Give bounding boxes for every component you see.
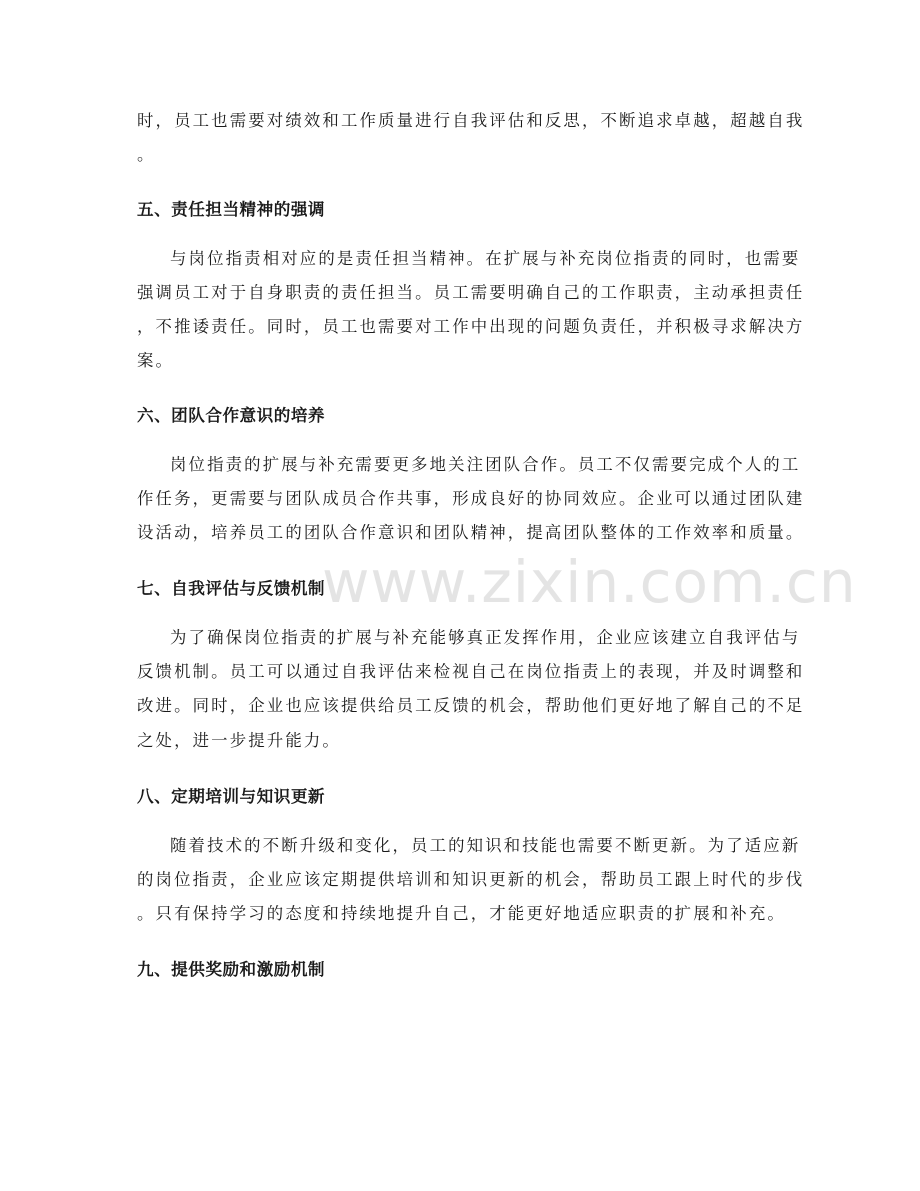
section-8-line-1: 随着技术的不断升级和变化，员工的知识和技能也需要不断更新。为了适应新 — [170, 836, 801, 855]
section-heading-9: 九、提供奖励和激励机制 — [137, 960, 326, 979]
section-7-line-1: 为了确保岗位指责的扩展与补充能够真正发挥作用，企业应该建立自我评估与 — [170, 628, 801, 647]
section-5-line-4: 案。 — [137, 351, 175, 370]
section-5-line-1: 与岗位指责相对应的是责任担当精神。在扩展与补充岗位指责的同时，也需要 — [170, 249, 801, 268]
section-heading-8: 八、定期培训与知识更新 — [137, 787, 326, 806]
intro-line-1: 时，员工也需要对绩效和工作质量进行自我评估和反思，不断追求卓越，超越自我 — [137, 111, 805, 130]
section-7-line-2: 反馈机制。员工可以通过自我评估来检视自己在岗位指责上的表现，并及时调整和 — [137, 662, 805, 681]
section-heading-5: 五、责任担当精神的强调 — [137, 200, 326, 219]
section-heading-6: 六、团队合作意识的培养 — [137, 406, 326, 425]
section-heading-7: 七、自我评估与反馈机制 — [137, 579, 326, 598]
watermark: www.zixin.com.cn — [322, 548, 857, 616]
section-6-line-1: 岗位指责的扩展与补充需要更多地关注团队合作。员工不仅需要完成个人的工 — [170, 455, 801, 474]
section-5-line-3: ，不推诿责任。同时，员工也需要对工作中出现的问题负责任，并积极寻求解决方 — [137, 317, 805, 336]
section-7-line-3: 改进。同时，企业也应该提供给员工反馈的机会，帮助他们更好地了解自己的不足 — [137, 696, 805, 715]
section-8-line-2: 的岗位指责，企业应该定期提供培训和知识更新的机会，帮助员工跟上时代的步伐 — [137, 870, 805, 889]
section-8-line-3: 。只有保持学习的态度和持续地提升自己，才能更好地适应职责的扩展和补充。 — [137, 904, 786, 923]
section-5-line-2: 强调员工对于自身职责的责任担当。员工需要明确自己的工作职责，主动承担责任 — [137, 283, 805, 302]
section-7-line-4: 之处，进一步提升能力。 — [137, 731, 341, 750]
intro-line-2: 。 — [137, 145, 156, 164]
section-6-line-2: 作任务，更需要与团队成员合作共事，形成良好的协同效应。企业可以通过团队建 — [137, 489, 805, 508]
section-6-line-3: 设活动，培养员工的团队合作意识和团队精神，提高团队整体的工作效率和质量。 — [137, 523, 805, 542]
